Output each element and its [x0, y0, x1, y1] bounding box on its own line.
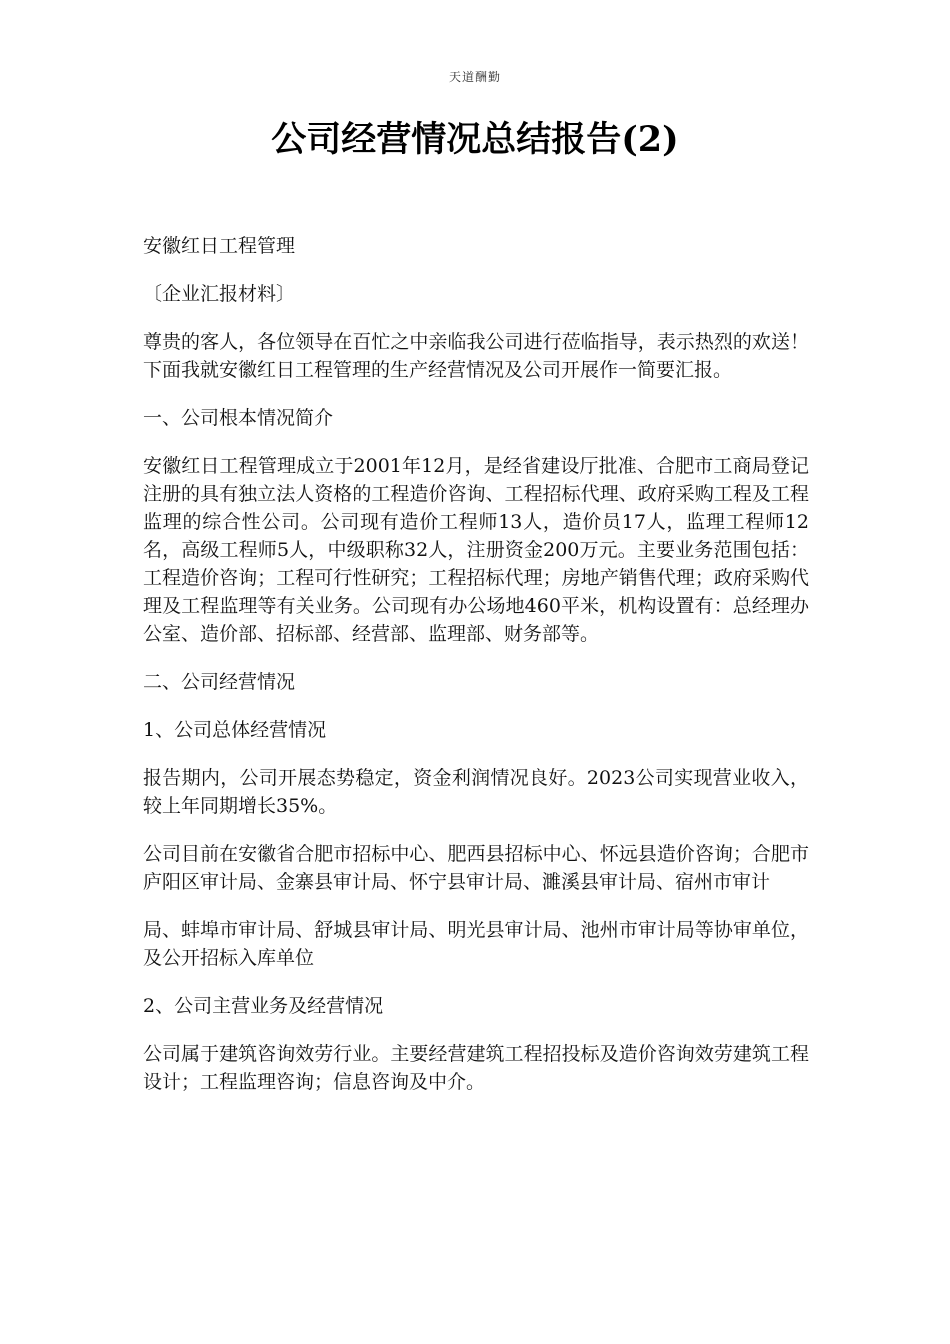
partner-units-paragraph-2: 局、蚌埠市审计局、舒城县审计局、明光县审计局、池州市审计局等协审单位，及公开招标入库单位	[143, 919, 809, 969]
subsection-heading-1: 1、公司总体经营情况	[143, 719, 327, 741]
section-heading-2: 二、公司经营情况	[143, 671, 296, 693]
company-name-line: 安徽红日工程管理	[143, 235, 296, 257]
greeting-paragraph: 尊贵的客人，各位领导在百忙之中亲临我公司进行莅临指导，表示热烈的欢送！下面我就安徽红日工程管理的生产经营情况及公司开展作一简要汇报。	[143, 331, 809, 381]
document-title: 公司经营情况总结报告(2)	[271, 119, 679, 160]
document-body	[143, 232, 809, 1116]
main-business-paragraph: 公司属于建筑咨询效劳行业。主要经营建筑工程招投标及造价咨询效劳建筑工程设计；工程监理咨询；信息咨询及中介。	[143, 1043, 809, 1093]
partner-units-paragraph-1: 公司目前在安徽省合肥市招标中心、肥西县招标中心、怀远县造价咨询；合肥市庐阳区审计局、金寨县审计局、怀宁县审计局、濉溪县审计局、宿州市审计	[143, 843, 809, 893]
subsection-heading-2: 2、公司主营业务及经营情况	[143, 995, 384, 1017]
company-overview-paragraph: 安徽红日工程管理成立于2001年12月，是经省建设厅批准、合肥市工商局登记注册的具有独立法人资格的工程造价咨询、工程招标代理、政府采购工程及工程监理的综合性公司。公司现有造价工程师13人，造价员17人，监理工程师12名，高级工程师5人，中级职称32人，注册资金200万元。主要业务范围包括：工程造价咨询；工程可行性研究；工程招标代理；房地产销售代理；政府采购代理及工程监理等有关业务。公司现有办公场地460平米，机构设置有：总经理办公室、造价部、招标部、经营部、监理部、财务部等。	[143, 455, 809, 645]
material-type-line: 〔企业汇报材料〕	[143, 283, 296, 305]
page-header: 天道酬勤	[448, 70, 501, 84]
section-heading-1: 一、公司根本情况简介	[143, 407, 334, 429]
overall-operation-paragraph: 报告期内，公司开展态势稳定，资金利润情况良好。2023公司实现营业收入，较上年同期增长35%。	[143, 767, 809, 817]
